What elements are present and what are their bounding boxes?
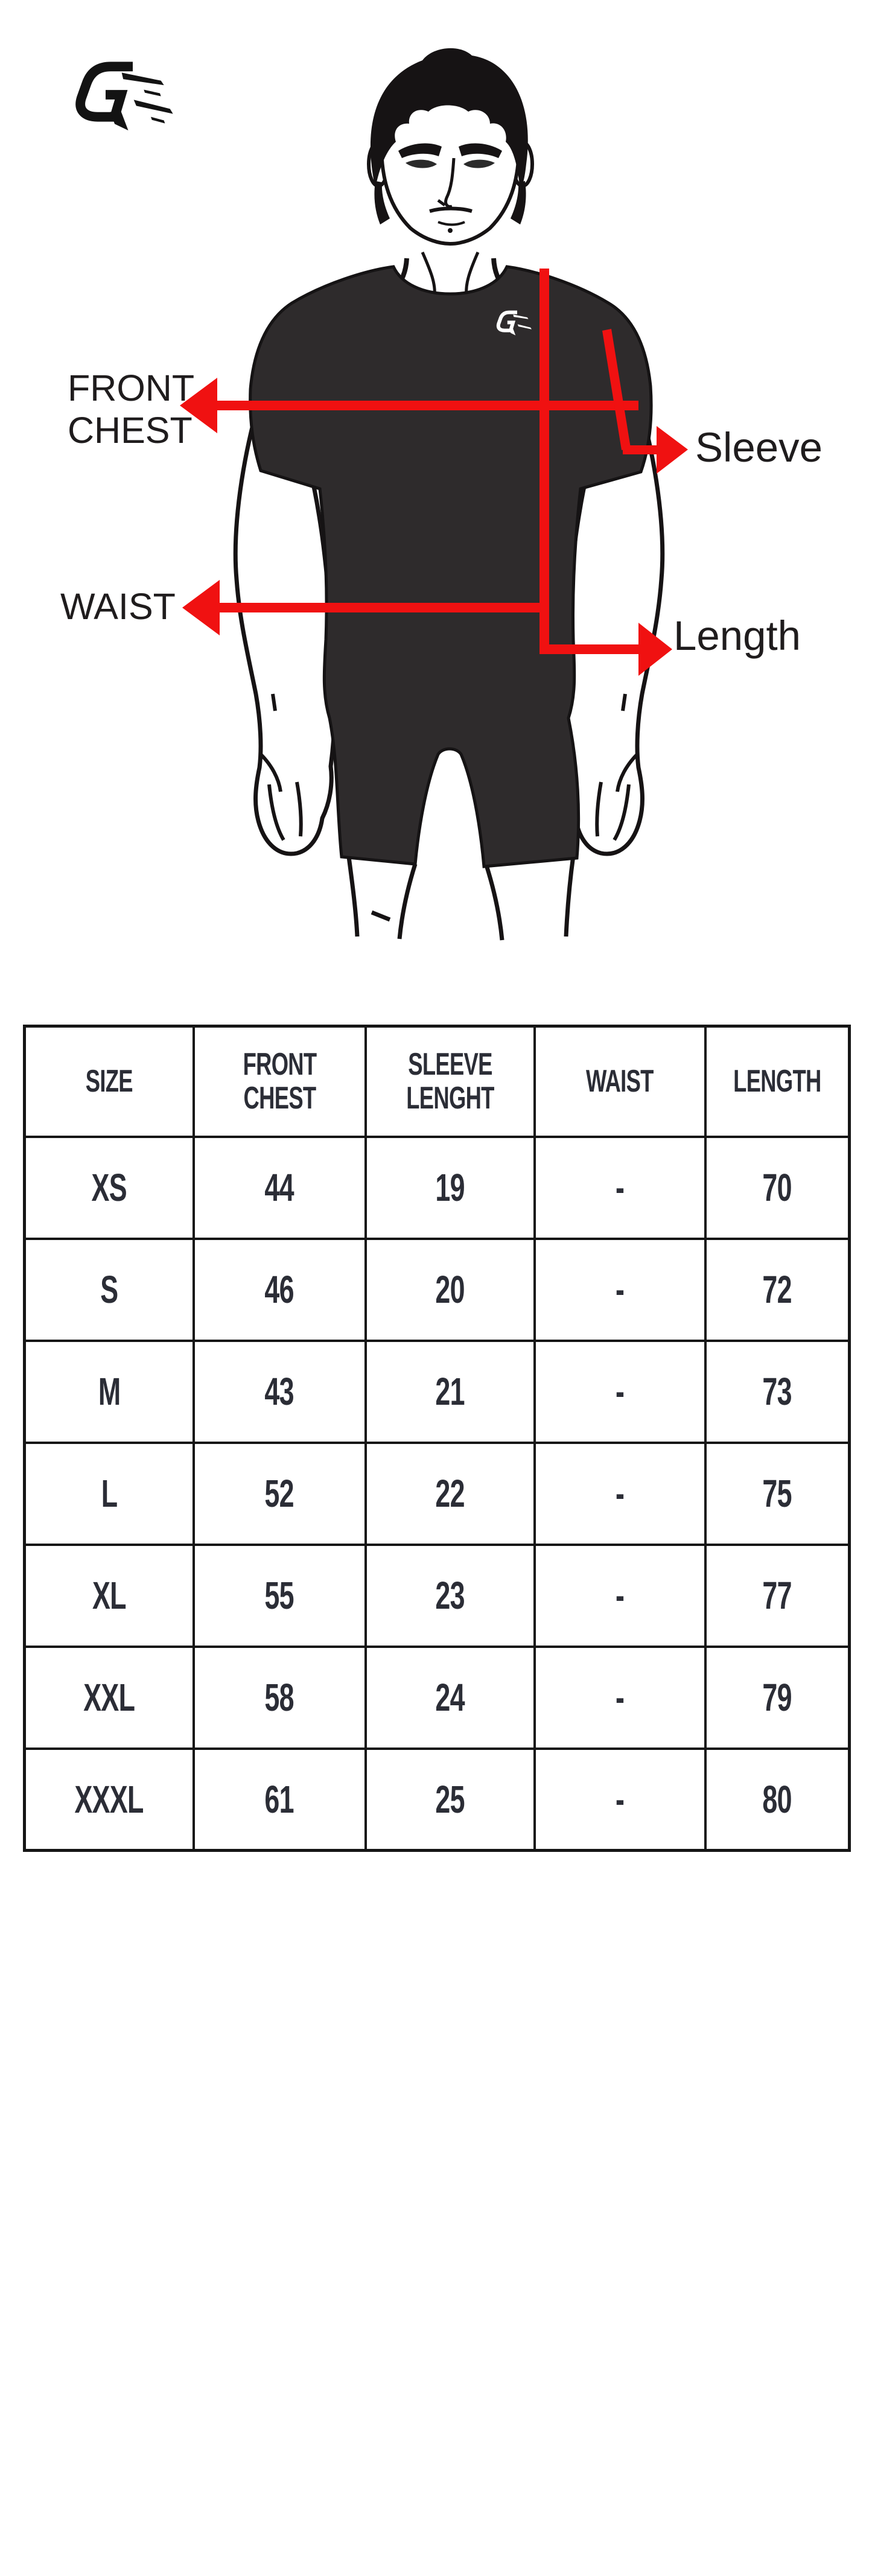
cell-length: 70	[705, 1137, 850, 1239]
table-row-m	[25, 1341, 850, 1443]
size-chart-table	[23, 1025, 851, 1852]
cell-size: XS	[25, 1137, 194, 1239]
cell-length: 75	[705, 1443, 850, 1545]
measurement-diagram	[0, 0, 872, 953]
cell-front-chest: 58	[194, 1647, 366, 1749]
cell-waist: -	[535, 1443, 705, 1545]
header-cell-sleeve-lenght: SLEEVE LENGHT	[366, 1026, 535, 1137]
table-row-s	[25, 1239, 850, 1341]
header-row	[25, 1026, 850, 1137]
front-chest-label: FRONT CHEST	[68, 367, 194, 451]
model-illustration	[0, 0, 872, 953]
table-row-xxxl	[25, 1749, 850, 1851]
table-row-l	[25, 1443, 850, 1545]
header-cell-waist: WAIST	[535, 1026, 705, 1137]
cell-sleeve-length: 23	[366, 1545, 535, 1647]
length-label: Length	[673, 612, 801, 659]
cell-front-chest: 52	[194, 1443, 366, 1545]
cell-waist: -	[535, 1239, 705, 1341]
cell-size: XXXL	[25, 1749, 194, 1851]
table-row-xxl	[25, 1647, 850, 1749]
cell-sleeve-length: 20	[366, 1239, 535, 1341]
legs	[342, 854, 578, 941]
waist-label: WAIST	[60, 586, 176, 627]
cell-waist: -	[535, 1647, 705, 1749]
cell-sleeve-length: 22	[366, 1443, 535, 1545]
cell-sleeve-length: 25	[366, 1749, 535, 1851]
cell-waist: -	[535, 1545, 705, 1647]
cell-front-chest: 55	[194, 1545, 366, 1647]
cell-front-chest: 61	[194, 1749, 366, 1851]
cell-front-chest: 46	[194, 1239, 366, 1341]
cell-size: M	[25, 1341, 194, 1443]
cell-sleeve-length: 21	[366, 1341, 535, 1443]
cell-waist: -	[535, 1749, 705, 1851]
cell-length: 77	[705, 1545, 850, 1647]
cell-length: 80	[705, 1749, 850, 1851]
cell-waist: -	[535, 1137, 705, 1239]
cell-size: XXL	[25, 1647, 194, 1749]
cell-front-chest: 43	[194, 1341, 366, 1443]
cell-size: L	[25, 1443, 194, 1545]
header-cell-front-chest: FRONT CHEST	[194, 1026, 366, 1137]
table-row-xl	[25, 1545, 850, 1647]
header-cell-size: SIZE	[25, 1026, 194, 1137]
header-cell-length: LENGTH	[705, 1026, 850, 1137]
cell-front-chest: 44	[194, 1137, 366, 1239]
head	[369, 48, 532, 244]
cell-length: 72	[705, 1239, 850, 1341]
cell-sleeve-length: 19	[366, 1137, 535, 1239]
cell-sleeve-length: 24	[366, 1647, 535, 1749]
cell-waist: -	[535, 1341, 705, 1443]
table-row-xs	[25, 1137, 850, 1239]
cell-size: XL	[25, 1545, 194, 1647]
cell-length: 79	[705, 1647, 850, 1749]
sleeve-label: Sleeve	[695, 424, 823, 471]
cell-length: 73	[705, 1341, 850, 1443]
cell-size: S	[25, 1239, 194, 1341]
